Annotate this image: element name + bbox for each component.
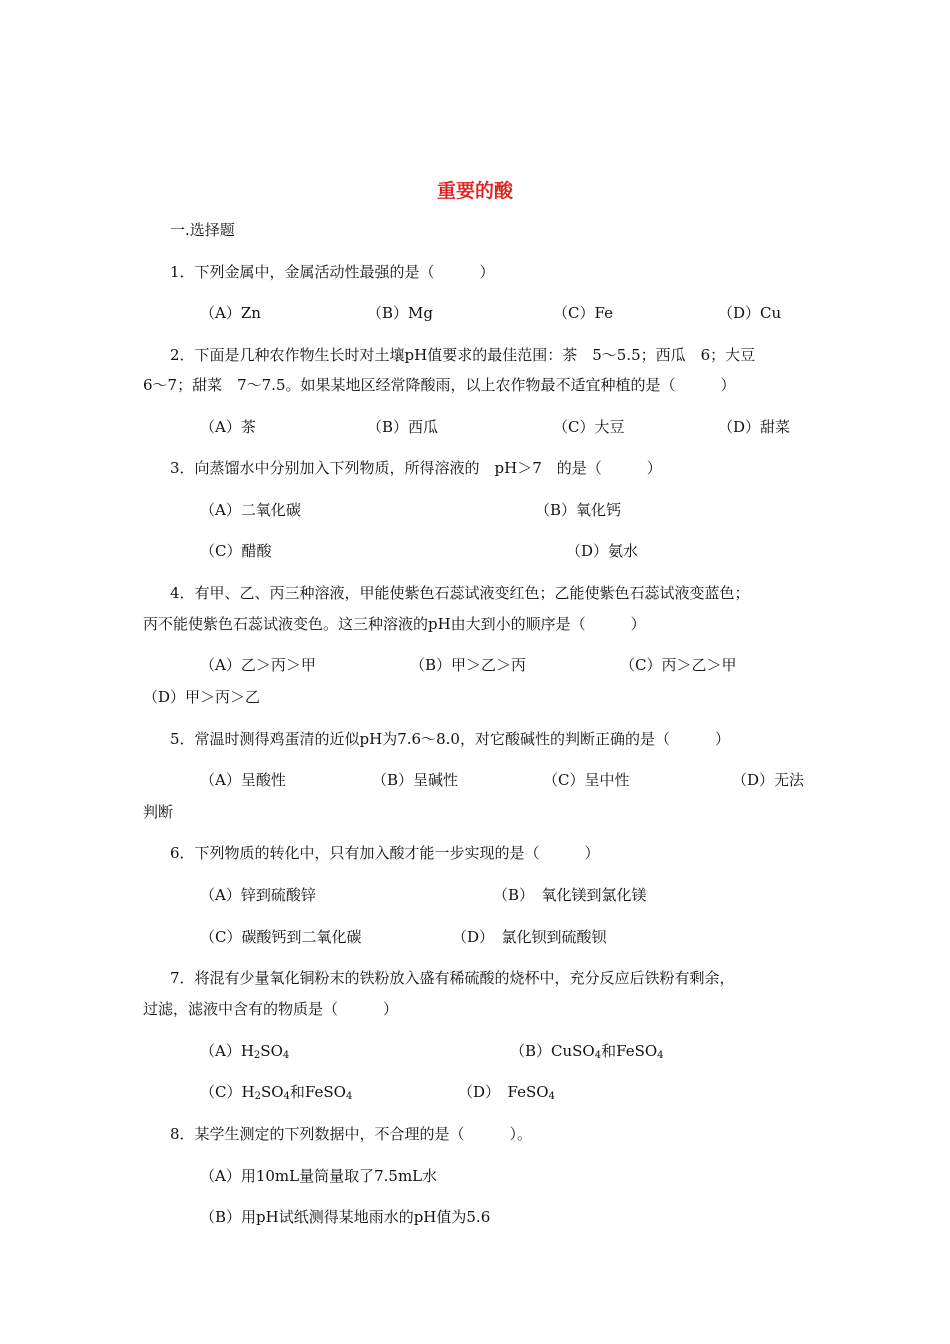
question-8-stem: 8．某学生测定的下列数据中，不合理的是（ ）。 (170, 1125, 533, 1143)
question-7-stem-line1: 7．将混有少量氧化铜粉末的铁粉放入盛有稀硫酸的烧杯中，充分反应后铁粉有剩余， (170, 969, 735, 987)
q1-option-b: （B）Mg (367, 304, 433, 322)
q6-option-a: （A）锌到硫酸锌 (200, 886, 316, 904)
q6-option-b: （B） 氧化镁到氯化镁 (493, 886, 647, 904)
q4-option-a: （A）乙＞丙＞甲 (200, 656, 316, 674)
q8-option-a: （A）用10mL量筒量取了7.5mL水 (200, 1167, 438, 1185)
question-2-stem-line2: 6～7；甜菜 7～7.5。如果某地区经常降酸雨，以上农作物最不适宜种植的是（ ） (143, 376, 736, 394)
question-5-stem: 5．常温时测得鸡蛋清的近似pH为7.6～8.0，对它酸碱性的判断正确的是（ ） (170, 730, 730, 748)
q4-option-b: （B）甲＞乙＞丙 (410, 656, 527, 674)
question-7-stem-line2: 过滤，滤液中含有的物质是（ ） (143, 1000, 399, 1018)
q3-option-c: （C）醋酸 (200, 542, 272, 560)
q3-option-d: （D）氨水 (566, 542, 639, 560)
section-heading: 一.选择题 (170, 221, 235, 239)
q6-option-c: （C）碳酸钙到二氧化碳 (200, 928, 362, 946)
q6-option-d: （D） 氯化钡到硫酸钡 (452, 928, 607, 946)
q3-option-b: （B）氧化钙 (535, 501, 622, 519)
q5-option-b: （B）呈碱性 (372, 771, 459, 789)
q4-option-c: （C）丙＞乙＞甲 (620, 656, 737, 674)
q7-option-d: （D） FeSO$_4$ (458, 1083, 555, 1102)
q5-option-d: （D）无法 (732, 771, 805, 789)
q5-option-c: （C）呈中性 (543, 771, 630, 789)
question-1-stem: 1．下列金属中，金属活动性最强的是（ ） (170, 263, 495, 281)
q1-option-a: （A）Zn (200, 304, 261, 322)
q2-option-b: （B）西瓜 (367, 418, 439, 436)
q7-option-b: （B）CuSO$_4$和FeSO$_4$ (510, 1042, 664, 1061)
q4-option-d: （D）甲＞丙＞乙 (143, 688, 261, 706)
q8-option-b: （B）用pH试纸测得某地雨水的pH值为5.6 (200, 1208, 491, 1226)
question-2-stem-line1: 2．下面是几种农作物生长时对土壤pH值要求的最佳范围：茶 5～5.5；西瓜 6；大豆 (170, 346, 756, 364)
q7-option-c: $(C)H_2SO_4$和FeSO$_4$ (200, 1083, 353, 1102)
q7-option-a: $(A)H_2SO_4$ (200, 1042, 290, 1061)
q2-option-a: （A）茶 (200, 418, 256, 436)
page-title: 重要的酸 (436, 180, 513, 202)
q2-option-c: （C）大豆 (553, 418, 625, 436)
q1-option-d: （D）Cu (718, 304, 782, 322)
q3-option-a: （A）二氧化碳 (200, 501, 301, 519)
q5-option-a: （A）呈酸性 (200, 771, 286, 789)
q2-option-d: （D）甜菜 (718, 418, 791, 436)
question-4-stem-line1: 4．有甲、乙、丙三种溶液，甲能使紫色石蕊试液变红色；乙能使紫色石蕊试液变蓝色； (170, 584, 750, 602)
q1-option-c: （C）Fe (553, 304, 613, 322)
q5-option-d-continued: 判断 (143, 803, 174, 821)
question-3-stem: 3．向蒸馏水中分别加入下列物质，所得溶液的 pH＞7 的是（ ） (170, 459, 662, 477)
question-6-stem: 6．下列物质的转化中，只有加入酸才能一步实现的是（ ） (170, 844, 600, 862)
question-4-stem-line2: 丙不能使紫色石蕊试液变色。这三种溶液的pH由大到小的顺序是（ ） (143, 615, 646, 633)
